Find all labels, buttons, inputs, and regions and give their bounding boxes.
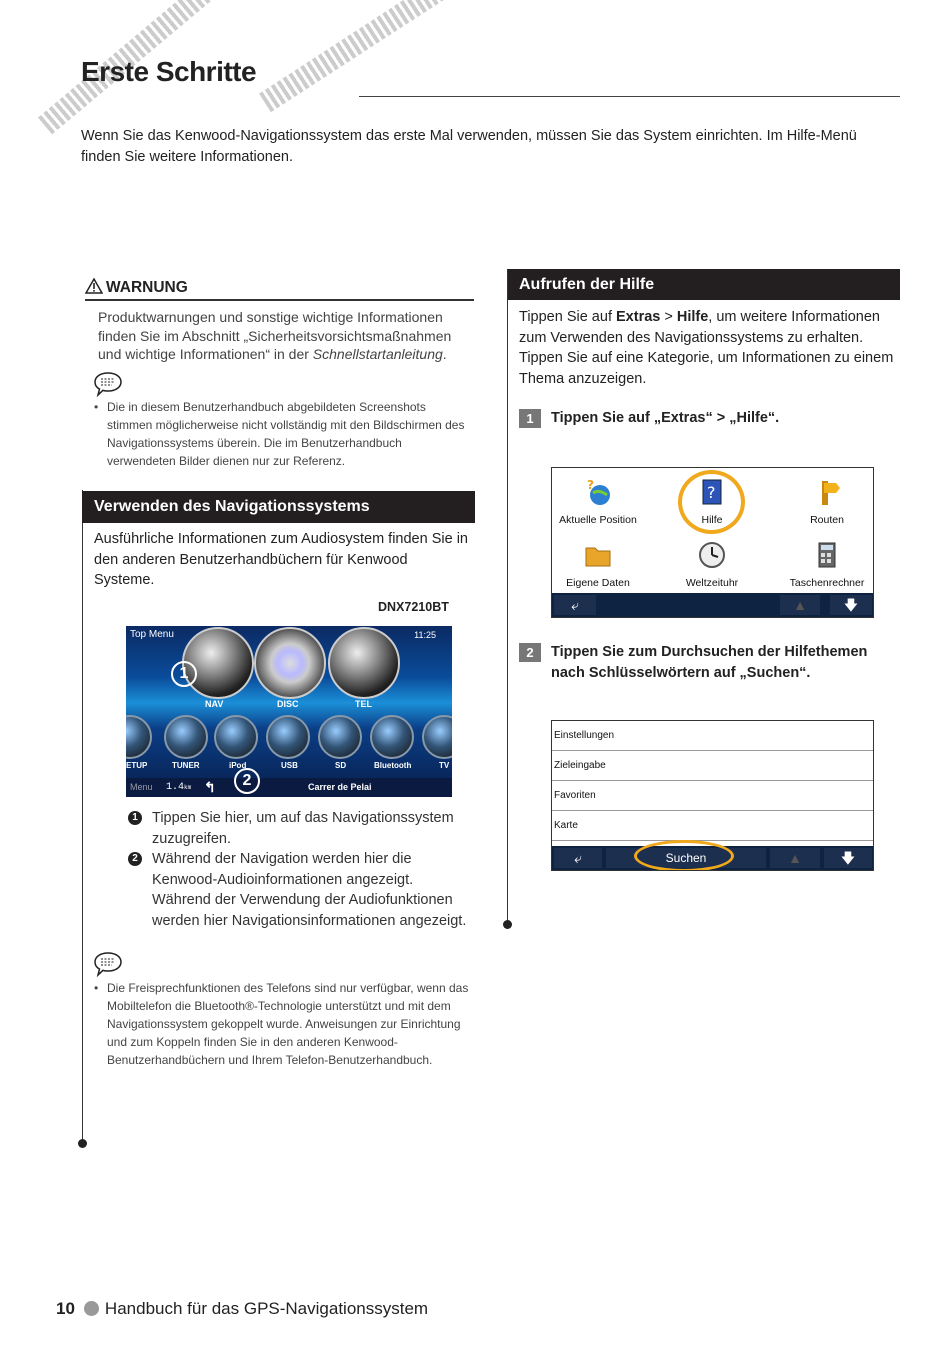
- setup-orb[interactable]: [126, 715, 152, 759]
- help-topic-row[interactable]: Einstellungen: [552, 721, 873, 751]
- warning-text-part: Produktwarnungen und sonstige wichtige Informationen finden Sie im Abschnitt „Sicherheitsvorsichtsmaßnahmen und wichtige Informationen“ in der: [98, 309, 452, 362]
- use-section-text: Ausführliche Informationen zum Audiosystem finden Sie in den anderen Benutzerhandbüchern für Kenwood Systeme.: [94, 531, 468, 588]
- tuner-orb[interactable]: [164, 715, 208, 759]
- tile-eigene-daten[interactable]: [551, 540, 648, 589]
- topmenu-label: Top Menu: [130, 629, 174, 640]
- scroll-down-button[interactable]: 🡇: [824, 848, 872, 868]
- tile-weltzeituhr[interactable]: [662, 540, 762, 589]
- help-topics-screen: [551, 720, 874, 871]
- step-2-text: Tippen Sie zum Durchsuchen der Hilfethemen nach Schlüsselwörtern auf „Suchen“.: [551, 644, 868, 681]
- sd-orb[interactable]: [318, 715, 362, 759]
- warning-text-part: .: [442, 346, 447, 362]
- tile-aktuelle-position[interactable]: [551, 477, 648, 526]
- sd-label: SD: [335, 761, 347, 770]
- callout-bullet: 2: [128, 852, 142, 866]
- left-column-line: [82, 490, 83, 1142]
- warning-label: WARNUNG: [106, 279, 188, 296]
- bluetooth-note: [94, 979, 470, 1069]
- right-column-end-dot: [503, 920, 512, 929]
- tuner-label: TUNER: [172, 761, 200, 770]
- route-signpost-icon: [812, 477, 842, 507]
- ipod-orb[interactable]: [214, 715, 258, 759]
- warning-heading: [85, 278, 474, 301]
- help-topic-row[interactable]: Karte: [552, 811, 873, 841]
- hilfe-highlight-ring: [678, 470, 745, 534]
- svg-text:?: ?: [707, 483, 716, 502]
- distance-value: [166, 782, 191, 793]
- svg-text:?: ?: [587, 478, 594, 492]
- tv-label: TV: [439, 761, 450, 770]
- title-rule: [359, 96, 900, 97]
- nav-orb[interactable]: [182, 627, 254, 699]
- intro-text: Wenn Sie das Kenwood-Navigationssystem das erste Mal verwenden, müssen Sie das System einrichten. Im Hilfe-Menü finden Sie weitere Informationen.: [81, 128, 857, 165]
- globe-question-icon: [583, 477, 613, 507]
- callout-item-1: [128, 808, 473, 849]
- left-column-end-dot: [78, 1139, 87, 1148]
- back-button[interactable]: ⤶: [554, 848, 602, 868]
- step-2-number: 2: [519, 643, 541, 662]
- step-1-text: Tippen Sie auf „Extras“ > „Hilfe“.: [551, 410, 780, 426]
- scroll-up-button[interactable]: ▲: [780, 595, 820, 615]
- step-1-number: 1: [519, 409, 541, 428]
- warning-triangle-icon: [85, 278, 103, 294]
- callout-text: Während der Navigation werden hier die Kenwood-Audioinformationen angezeigt. Während der Verwendung der Audiofunktionen werden hier Navigationsinformationen angezeigt.: [152, 851, 467, 929]
- distance-number: 1.4: [166, 782, 185, 793]
- help-text-extras: Extras: [616, 309, 661, 325]
- disc-label: DISC: [277, 699, 299, 709]
- page-title: Erste Schritte: [81, 56, 257, 87]
- bluetooth-note-item: • Die Freisprechfunktionen des Telefons sind nur verfügbar, wenn das Mobiltelefon die Bluetooth®-Technologie unterstützt und mit dem Navigationssystem gekoppelt wurde. Anweisungen zur Einrichtung und zum Koppeln finden Sie in den anderen Kenwood-Benutzerhandbüchern und Ihrem Telefon-Benutzerhandbuch.: [94, 979, 470, 1069]
- tile-label: Aktuelle Position: [559, 514, 637, 526]
- help-topic-row[interactable]: Favoriten: [552, 781, 873, 811]
- footer-title: Handbuch für das GPS-Navigationssystem: [104, 1299, 429, 1318]
- page-number: 10: [56, 1299, 75, 1318]
- usb-orb[interactable]: [266, 715, 310, 759]
- callout-bullet: 1: [128, 811, 142, 825]
- callout-1-marker: 1: [171, 661, 197, 687]
- search-button[interactable]: Suchen: [606, 848, 766, 868]
- extras-button-bar: [552, 593, 873, 617]
- tile-label: Taschenrechner: [789, 577, 865, 589]
- callout-text: Tippen Sie hier, um auf das Navigationssystem zuzugreifen.: [152, 810, 454, 847]
- ipod-label: iPod: [229, 761, 247, 770]
- clock-label: 11:25: [414, 630, 436, 640]
- extras-screen: [551, 467, 874, 618]
- clock-icon: [697, 540, 727, 570]
- screenshot-note-item: • Die in diesem Benutzerhandbuch abgebildeten Screenshots stimmen möglicherweise nicht vollständig mit den Bildschirmen des Navigationssystems überein. Die im Benutzerhandbuch verwendeten Bilder dienen nur zur Referenz.: [94, 398, 470, 470]
- callout-2-marker: 2: [234, 768, 260, 794]
- help-text-part: , um weitere Informationen zum Verwenden des Navigationssystems zu erhalten. Tippen Sie auf eine Kategorie, um Informationen zu einem Thema anzuzeigen.: [519, 309, 894, 387]
- car-status-bar: [126, 772, 452, 797]
- bluetooth-label: Bluetooth: [374, 761, 412, 770]
- distance-unit: km: [184, 784, 192, 791]
- page-footer: [56, 1299, 428, 1319]
- help-topic-row[interactable]: Zieleingabe: [552, 751, 873, 781]
- section-heading-help: Aufrufen der Hilfe: [507, 269, 900, 300]
- help-text-part: >: [660, 309, 677, 325]
- disc-orb[interactable]: [254, 627, 326, 699]
- tel-label: TEL: [355, 699, 372, 709]
- back-button[interactable]: ⤶: [554, 595, 596, 615]
- help-text-hilfe: Hilfe: [676, 309, 709, 325]
- tile-label: Eigene Daten: [566, 577, 630, 589]
- search-highlight-ring: [634, 840, 734, 871]
- tile-taschenrechner[interactable]: [777, 540, 874, 589]
- calculator-icon: [812, 540, 842, 570]
- model-label: DNX7210BT: [378, 600, 449, 614]
- tile-label: Routen: [810, 514, 844, 526]
- footer-dot-icon: [84, 1301, 99, 1316]
- usb-label: USB: [281, 761, 298, 770]
- help-text-part: Tippen Sie auf: [519, 309, 616, 325]
- bluetooth-orb[interactable]: [370, 715, 414, 759]
- menu-label[interactable]: Menu: [130, 782, 153, 792]
- note-icon: [94, 951, 122, 977]
- warning-text: [98, 308, 470, 364]
- setup-label: ETUP: [126, 761, 148, 770]
- nav-label: NAV: [205, 699, 224, 709]
- car-topmenu-screen: [126, 626, 452, 797]
- note-icon: [94, 371, 122, 397]
- right-column-line: [507, 269, 508, 922]
- callout-list: [128, 808, 473, 931]
- scroll-up-button[interactable]: ▲: [770, 848, 820, 868]
- warning-text-emphasis: Schnellstartanleitung: [312, 346, 443, 362]
- screenshot-note: [94, 398, 470, 470]
- tel-orb[interactable]: [328, 627, 400, 699]
- folder-icon: [583, 540, 613, 570]
- help-section-text: [519, 307, 897, 389]
- scroll-down-button[interactable]: 🡇: [830, 595, 872, 615]
- turn-left-icon: ↰: [204, 779, 216, 795]
- tile-label: Weltzeituhr: [685, 577, 739, 589]
- street-label: Carrer de Pelai: [308, 782, 372, 792]
- tile-routen[interactable]: [777, 477, 874, 526]
- section-heading-use: Verwenden des Navigationssystems: [82, 491, 475, 523]
- callout-item-2: [128, 849, 473, 931]
- tv-orb[interactable]: [422, 715, 452, 759]
- tile-label: Hilfe: [701, 514, 723, 526]
